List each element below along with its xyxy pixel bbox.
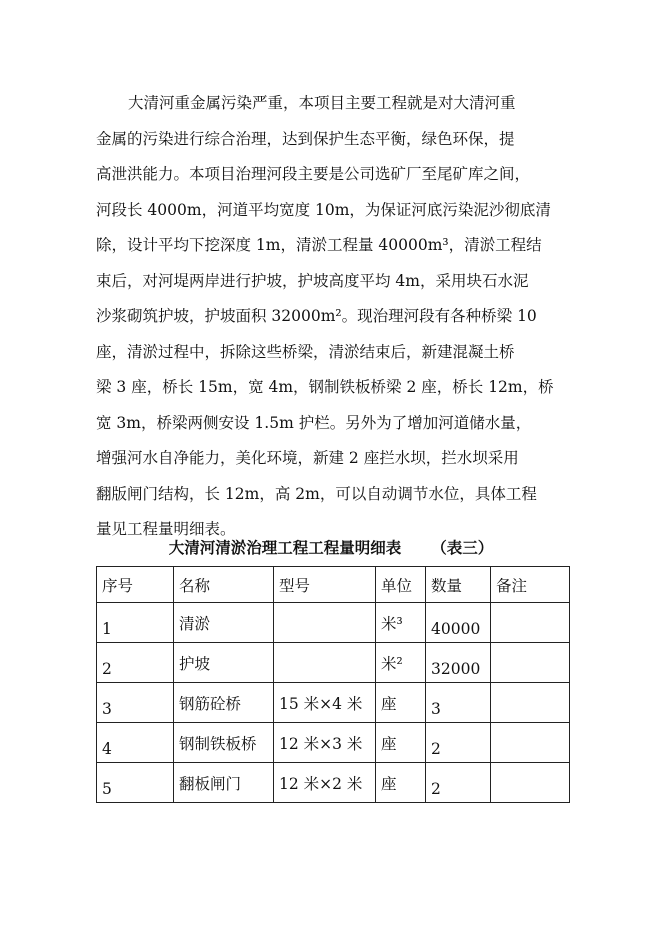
header-cell-model: 型号 [274,567,376,603]
paragraph-line: 金属的污染进行综合治理，达到保护生态平衡，绿色环保，提 [96,129,515,148]
paragraph-line: 高泄洪能力。本项目治理河段主要是公司选矿厂至尾矿库之间， [96,165,531,183]
cell-name: 清淤 [174,603,274,643]
cell-unit: 米² [376,643,426,683]
table-row [97,763,570,803]
table-row [97,723,570,763]
cell-quantity: 40000 [426,603,491,643]
cell-unit: 座 [376,723,426,763]
paragraph-line: 束后，对河堤两岸进行护坡，护坡高度平均 4m，采用块石水泥 [96,271,529,290]
cell-name: 护坡 [174,643,274,683]
paragraph-line: 增强河水自净能力，美化环境，新建 2 座拦水坝，拦水坝采用 [96,449,519,467]
cell-model [274,643,376,683]
cell-name: 翻板闸门 [174,763,274,803]
cell-quantity: 2 [426,763,491,803]
header-cell-quantity: 数量 [426,567,491,603]
cell-model: 12 米×3 米 [274,723,376,763]
cell-remarks [491,683,570,723]
table-row [97,603,570,643]
quantity-table [96,566,570,803]
cell-quantity: 3 [426,683,491,723]
header-cell-remarks: 备注 [491,567,570,603]
cell-index: 5 [97,763,174,803]
paragraph-line: 沙浆砌筑护坡，护坡面积 32000m²。现治理河段有各种桥梁 10 [96,307,537,325]
cell-index: 4 [97,723,174,763]
header-cell-unit: 单位 [376,567,426,603]
cell-index: 1 [97,603,174,643]
table-row [97,643,570,683]
cell-unit: 座 [376,683,426,723]
cell-remarks [491,723,570,763]
cell-remarks [491,603,570,643]
cell-name: 钢筋砼桥 [174,683,274,723]
cell-name: 钢制铁板桥 [174,723,274,763]
cell-unit: 座 [376,763,426,803]
body-paragraph [96,86,566,548]
cell-index: 2 [97,643,174,683]
paragraph-line: 河段长 4000m，河道平均宽度 10m，为保证河底污染泥沙彻底清 [96,200,551,219]
cell-unit: 米³ [376,603,426,643]
header-cell-name: 名称 [174,567,274,603]
table-title: 大清河清淤治理工程工程量明细表 [168,538,402,557]
paragraph-line: 梁 3 座，桥长 15m，宽 4m，钢制铁板桥梁 2 座，桥长 12m，桥 [96,378,554,396]
cell-model: 15 米×4 米 [274,683,376,723]
table-caption [96,536,566,560]
cell-model [274,603,376,643]
paragraph-line: 大清河重金属污染严重，本项目主要工程就是对大清河重 [128,94,516,112]
cell-remarks [491,643,570,683]
table-header-row [97,567,570,603]
cell-quantity: 2 [426,723,491,763]
paragraph-line: 宽 3m，桥梁两侧安设 1.5m 护栏。另外为了增加河道储水量， [96,413,532,432]
header-cell-index: 序号 [97,567,174,603]
cell-model: 12 米×2 米 [274,763,376,803]
cell-quantity: 32000 [426,643,491,683]
paragraph-line: 除，设计平均下挖深度 1m，清淤工程量 40000m³，清淤工程结 [96,236,542,254]
table-number: （表三） [431,538,494,557]
cell-index: 3 [97,683,174,723]
table-row [97,683,570,723]
paragraph-line: 翻版闸门结构，长 12m，高 2m，可以自动调节水位，具体工程 [96,484,537,503]
cell-remarks [491,763,570,803]
paragraph-line: 量见工程量明细表。 [96,520,236,538]
paragraph-line: 座，清淤过程中，拆除这些桥梁，清淤结束后，新建混凝土桥 [96,342,515,361]
